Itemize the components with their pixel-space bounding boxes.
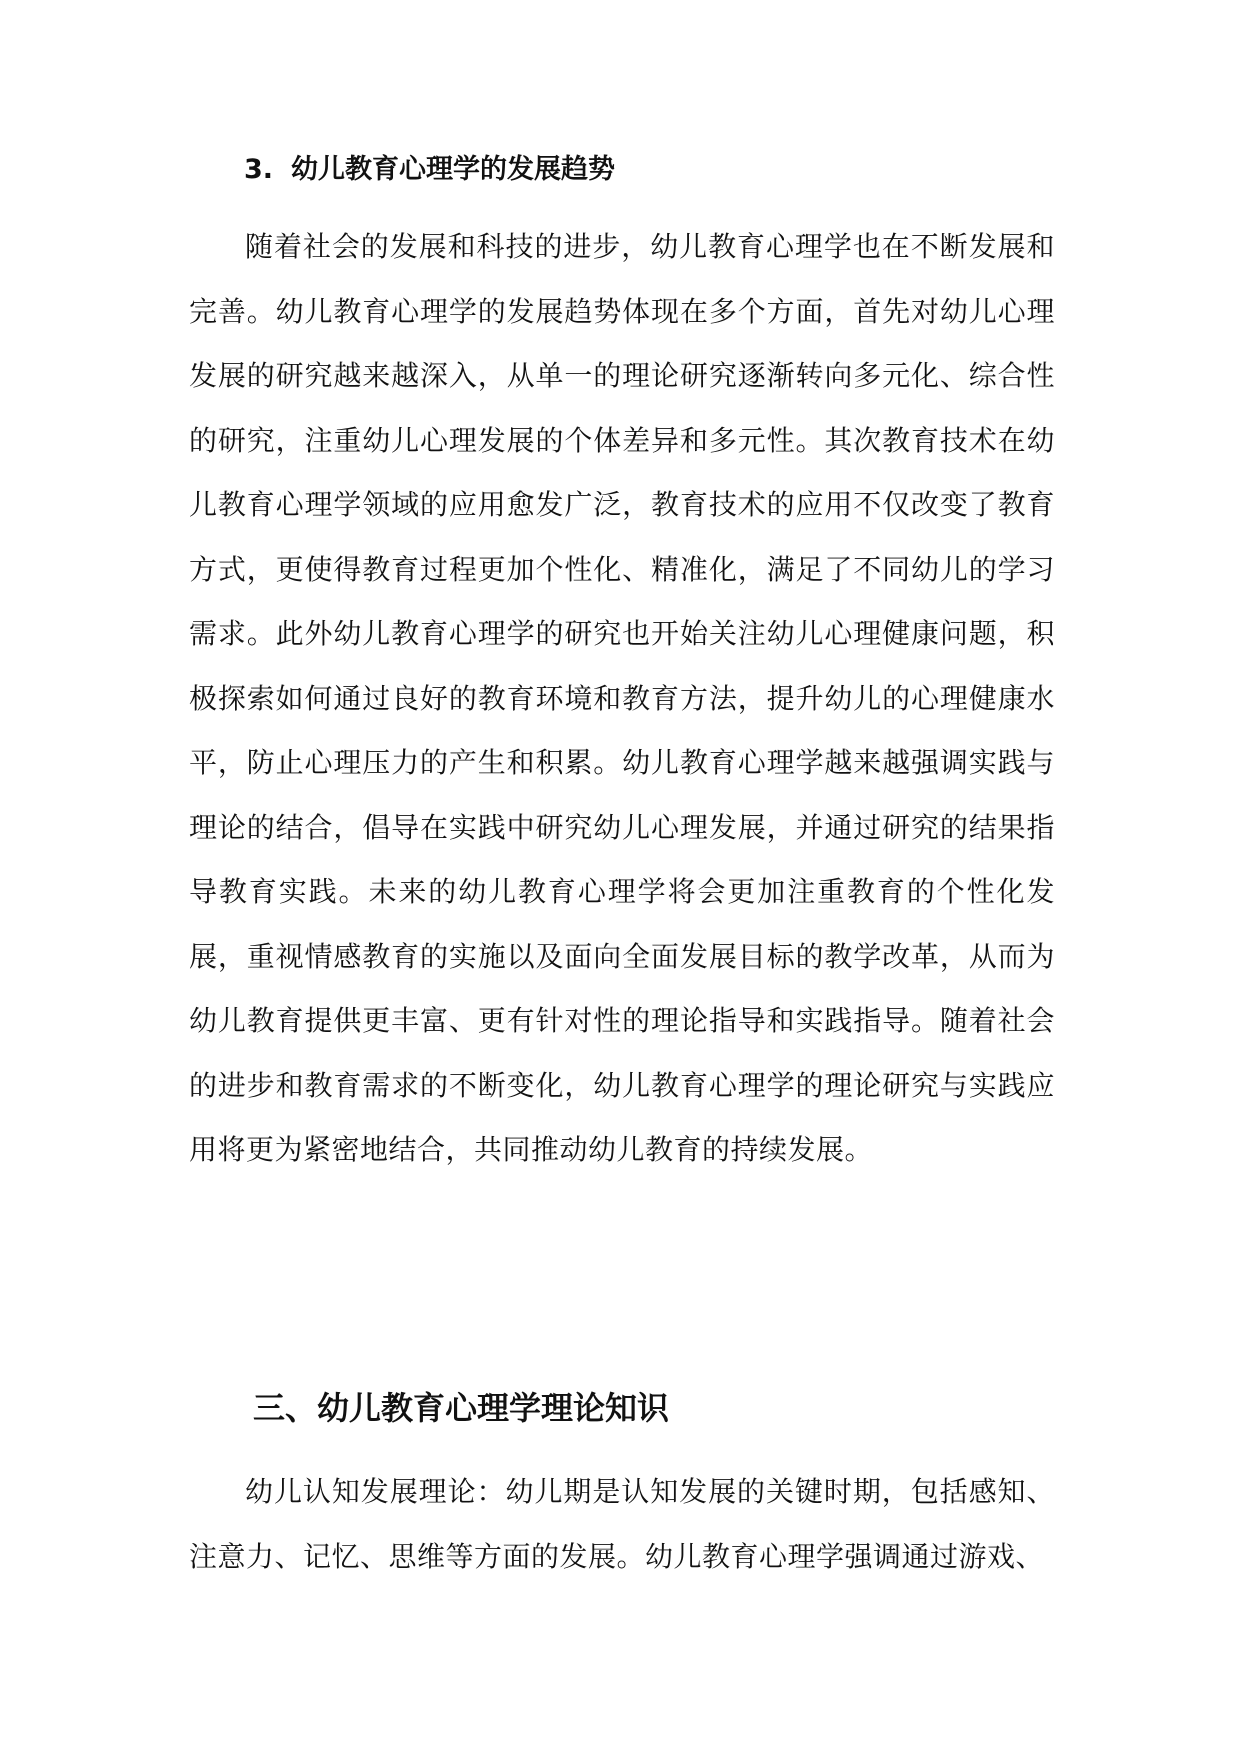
section-title: 幼儿教育心理学的发展趋势 [291, 154, 615, 185]
body-paragraph-2: 幼儿认知发展理论：幼儿期是认知发展的关键时期，包括感知、注意力、记忆、思维等方面的发展。幼儿教育心理学强调通过游戏、 [189, 1475, 1055, 1573]
body-paragraph: 随着社会的发展和科技的进步，幼儿教育心理学也在不断发展和完善。幼儿教育心理学的发展趋势体现在多个方面，首先对幼儿心理发展的研究越来越深入，从单一的理论研究逐渐转向多元化、综合性的研究，注重幼儿心理发展的个体差异和多元性。其次教育技术在幼儿教育心理学领域的应用愈发广泛，教育技术的应用不仅改变了教育方式，更使得教育过程更加个性化、精准化，满足了不同幼儿的学习需求。此外幼儿教育心理学的研究也开始关注幼儿心理健康问题，积极探索如何通过良好的教育环境和教育方法，提升幼儿的心理健康水平，防止心理压力的产生和积累。幼儿教育心理学越来越强调实践与理论的结合，倡导在实践中研究幼儿心理发展，并通过研究的结果指导教育实践。未来的幼儿教育心理学将会更加注重教育的个性化发展，重视情感教育的实施以及面向全面发展目标的教学改革，从而为幼儿教育提供更丰富、更有针对性的理论指导和实践指导。随着社会的进步和教育需求的不断变化，幼儿教育心理学的理论研究与实践应用将更为紧密地结合，共同推动幼儿教育的持续发展。 [189, 230, 1055, 1166]
section-number: 3. [244, 154, 274, 185]
chapter-heading: 三、幼儿教育心理学理论知识 [253, 1389, 670, 1427]
section-heading [244, 150, 615, 190]
